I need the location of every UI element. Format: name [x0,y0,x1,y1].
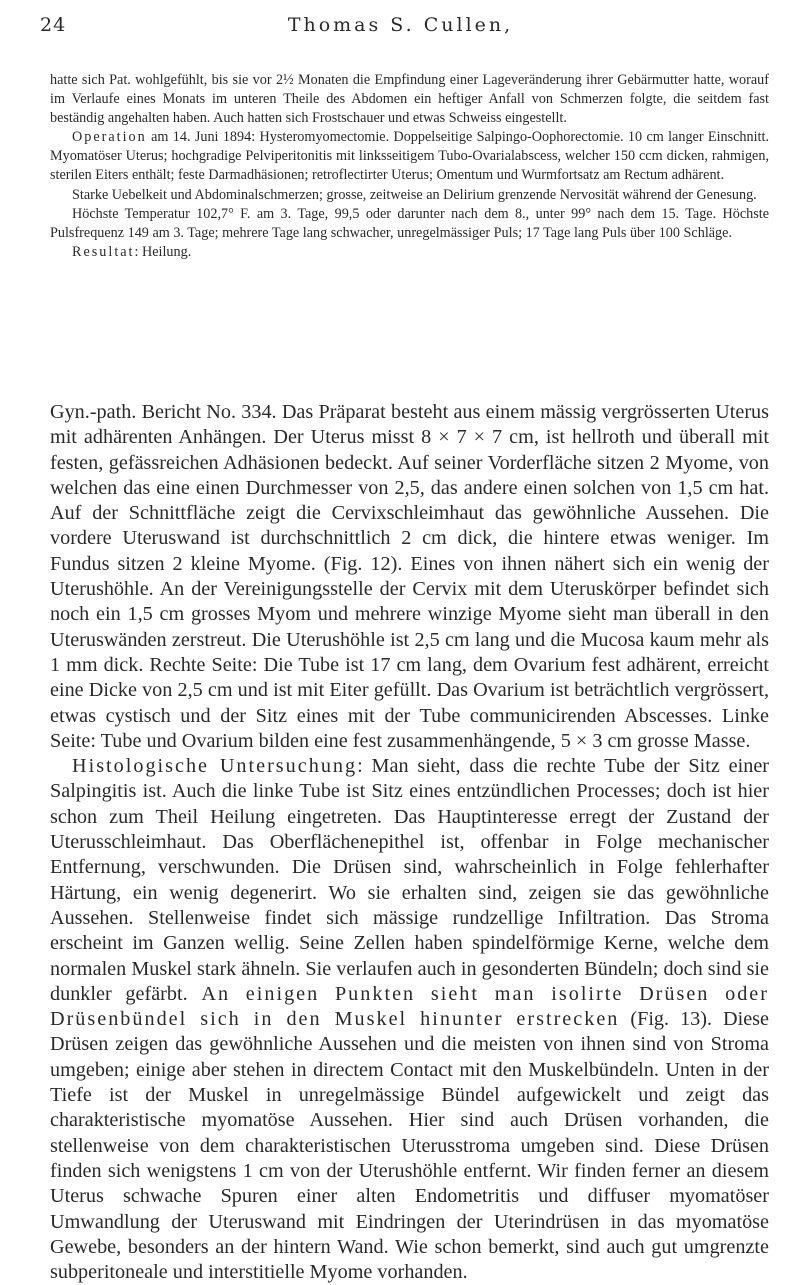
page-number: 24 [40,14,67,36]
operation-paragraph [50,128,769,185]
operation-text: am 14. Juni 1894: Hysteromyomectomie. Doppelseitige Salpingo-Oophorectomie. 10 cm langer Einschnitt. Myomatöser Uterus; hochgradige Pelviperitonitis mit linksseitigem Tubo-Ovarialabscess, welcher 150 ccm dicken, rahmigen, sterilen Eiters enthält; feste Darmadhäsionen; retroflectirter Uterus; Omentum und Wurmfortsatz am Rectum adhärent. [50,129,769,184]
running-head: Thomas S. Cullen, [287,14,514,36]
histology-text-2: (Fig. 13). Diese Drüsen zeigen das gewöhnliche Aussehen und die meisten von ihnen sind von Stroma umgeben; einige aber stehen in directem Contact mit den Muskelbündeln. Unten in der Tiefe ist der Muskel in unregelmässige Bündel aufgewickelt und zeigt das charakteristische myomatöse Aussehen. Hier sind auch Drüsen vorhanden, die stellenweise von dem charakteristischen Uterusstroma umgeben sind. Diese Drüsen finden sich wenigstens 1 cm von der Uterushöhle entfernt. Wir finden ferner an diesem Uterus schwache Spuren einer alten Endometritis und diffuser myomatöser Umwandlung der Uteruswand mit Eindringen der Uterindrüsen in das myomatöse Gewebe, besonders an der hintern Wand. Wie schon bemerkt, sind auch gut umgrenzte subperitoneale und interstitielle Myome vorhanden. [50,1008,769,1284]
case-intro-paragraph: hatte sich Pat. wohlgefühlt, bis sie vor 2½ Monaten die Empfindung einer Lageveränderung ihrer Gebärmutter hatte, worauf im Verlaufe eines Monats im unteren Theile des Abdomen ein heftiger Anfall von Schmerzen folgte, die seitdem fast beständig angehalten haben. Auch hatten sich Frostschauer und etwas Schweiss eingestellt. [50,72,769,127]
result-text: : Heilung. [134,243,192,260]
operation-label: Operation [72,129,147,146]
report-paragraph: Gyn.-path. Bericht No. 334. Das Präparat besteht aus einem mässig vergrösserten Uterus mit adhärenten Anhängen. Der Uterus misst 8 × 7 × 7 cm, ist hellroth und überall mit festen, gefässreichen Adhäsionen bedeckt. Auf seiner Vorderfläche sitzen 2 Myome, von welchen das eine einen Durchmesser von 2,5, das andere einen solchen von 1,5 cm hat. Auf der Schnittfläche zeigt die Cervixschleimhaut das gewöhnliche Aussehen. Die vordere Uteruswand ist durchschnittlich 2 cm dick, die hintere etwas weniger. Im Fundus sitzen 2 kleine Myome. (Fig. 12). Eines von ihnen nähert sich ein wenig der Uterushöhle. An der Vereinigungsstelle der Cervix mit dem Uteruskörper befindet sich noch ein 1,5 cm grosses Myom und mehrere winzige Myome sieht man überall in den Uteruswänden zerstreut. Die Uterushöhle ist 2,5 cm lang und die Mucosa kaum mehr als 1 mm dick. Rechte Seite: Die Tube ist 17 cm lang, dem Ovarium fest adhärent, erreicht eine Dicke von 2,5 cm und ist mit Eiter gefüllt. Das Ovarium ist beträchtlich vergrössert, etwas cystisch und der Sitz eines mit der Tube communicirenden Abscesses. Linke Seite: Tube und Ovarium bilden eine fest zusammenhängende, 5 × 3 cm grosse Masse. [50,401,769,752]
histology-paragraph [50,754,769,1285]
symptoms-paragraph: Starke Uebelkeit und Abdominalschmerzen; grosse, zeitweise an Delirium grenzende Nervosität während der Genesung. [72,186,757,203]
pathology-report [50,400,769,1285]
case-history [50,71,769,262]
page-header [0,14,801,38]
histology-text-1: : Man sieht, dass die rechte Tube der Sitz einer Salpingitis ist. Auch die linke Tube ist Sitz eines entzündlichen Processes; doch ist hier schon zum Theil Heilung eingetreten. Das Hauptinteresse erregt der Zustand der Uterusschleimhaut. Das Oberflächenepithel ist, offenbar in Folge mechanischer Entfernung, verschwunden. Die Drüsen sind, wahrscheinlich in Folge fehlerhafter Härtung, ein wenig degenerirt. Wo sie erhalten sind, zeigen sie das gewöhnliche Aussehen. Stellenweise findet sich mässige rundzellige Infiltration. Das Stroma erscheint im Ganzen wellig. Seine Zellen haben spindelförmige Kerne, welche dem normalen Muskel stark ähneln. Sie verlaufen auch in gesonderten Bündeln; doch sind sie dunkler gefärbt. [50,755,770,1005]
histology-label: Histologische Untersuchung [72,755,358,778]
result-paragraph [50,243,769,262]
temperature-paragraph: Höchste Temperatur 102,7° F. am 3. Tage, 99,5 oder darunter nach dem 8., unter 99° nach dem 15. Tage. Höchste Pulsfrequenz 149 am 3. Tage; mehrere Tage lang schwacher, unregelmässiger Puls; 17 Tage lang Puls über 100 Schläge. [50,205,769,241]
result-label: Resultat [72,243,135,260]
histology-spaced-text: An einigen Punkten sieht man isolirte Drüsen oder Drüsenbündel sich in den Muskel hinunter erstrecken [50,982,769,1031]
